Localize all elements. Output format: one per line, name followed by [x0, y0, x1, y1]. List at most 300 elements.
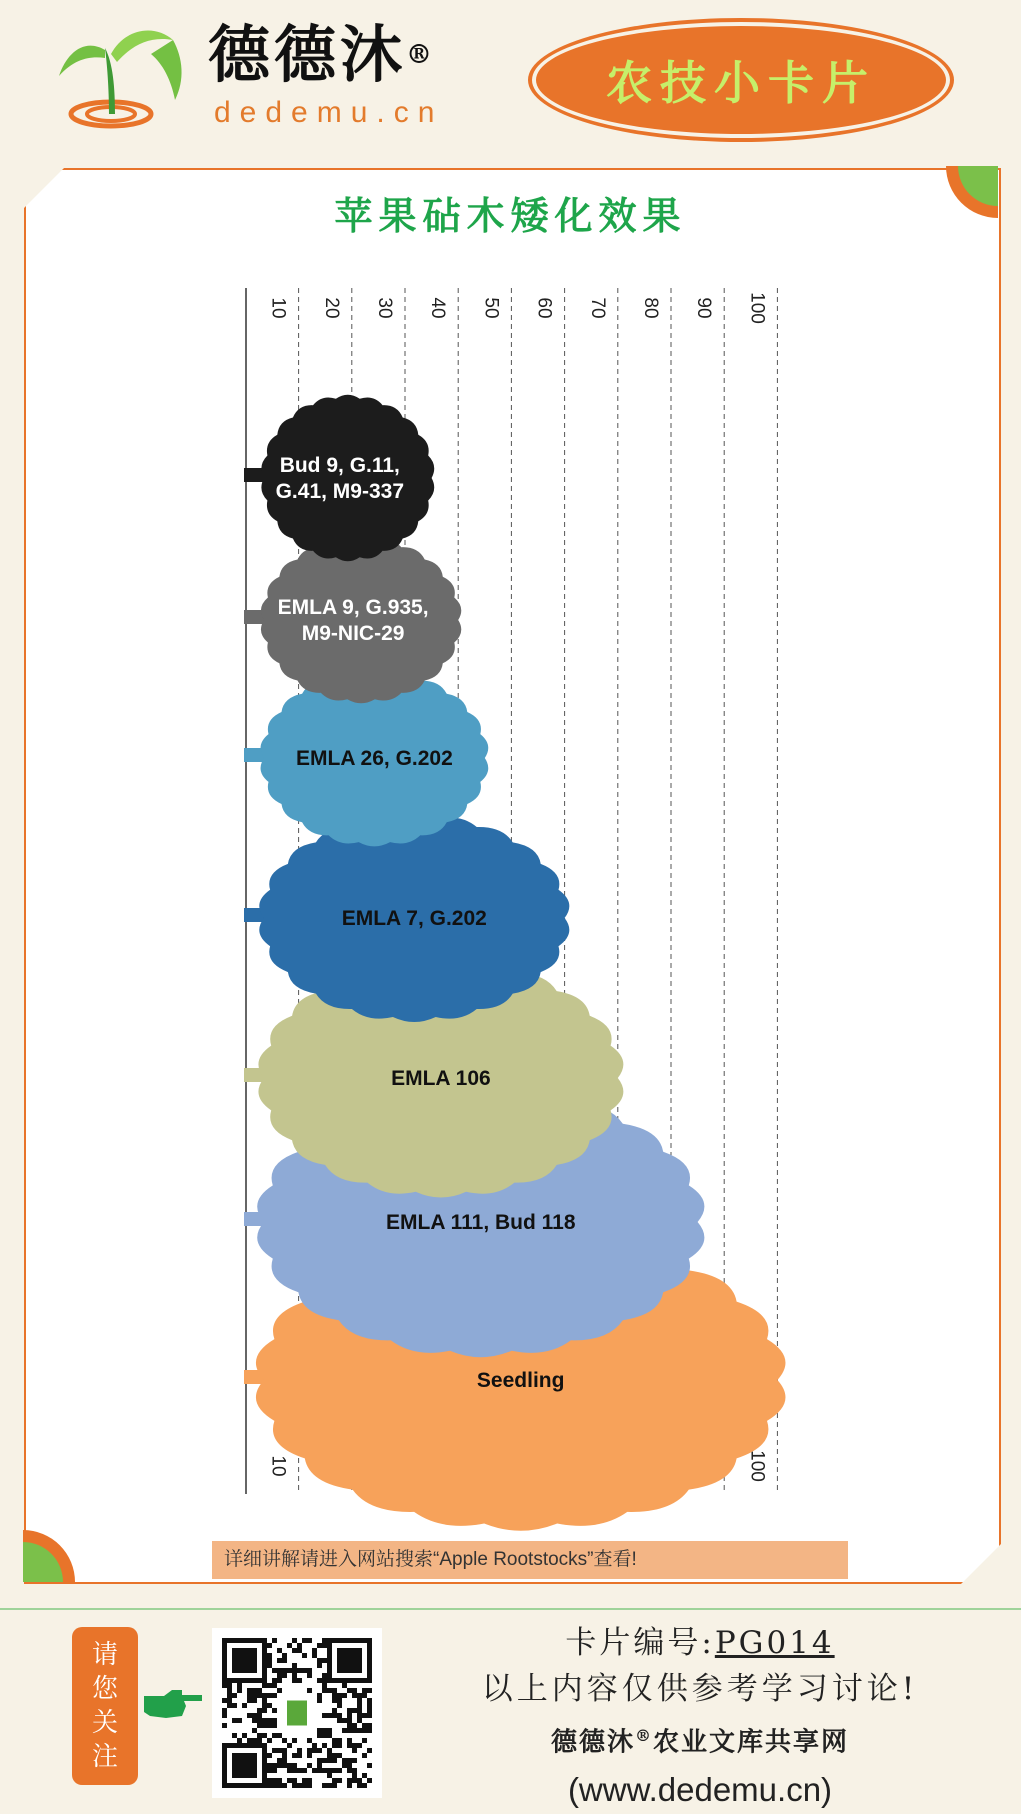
qr-module — [367, 1723, 372, 1728]
qr-module — [297, 1783, 302, 1788]
qr-module — [297, 1753, 302, 1758]
follow-char: 请 — [91, 1640, 118, 1670]
qr-module — [362, 1738, 367, 1743]
qr-module — [357, 1703, 362, 1708]
qr-module — [267, 1783, 272, 1788]
tick-label: 90 — [693, 297, 715, 319]
qr-module — [237, 1738, 242, 1743]
qr-module — [327, 1748, 332, 1753]
qr-module — [317, 1663, 322, 1668]
qr-module — [272, 1708, 277, 1713]
qr-module — [282, 1763, 287, 1768]
qr-module — [277, 1678, 282, 1683]
qr-module — [317, 1698, 322, 1703]
qr-module — [252, 1698, 257, 1703]
qr-module — [257, 1688, 262, 1693]
qr-module — [317, 1728, 322, 1733]
qr-module — [222, 1723, 227, 1728]
qr-module — [317, 1693, 322, 1698]
qr-module — [282, 1658, 287, 1663]
qr-module — [347, 1713, 352, 1718]
data-label: EMLA 111, Bud 118 — [386, 1211, 576, 1234]
qr-module — [287, 1763, 292, 1768]
qr-module — [297, 1643, 302, 1648]
qr-module — [322, 1658, 327, 1663]
qr-module — [227, 1683, 232, 1688]
qr-module — [227, 1698, 232, 1703]
qr-module — [322, 1733, 327, 1738]
qr-module — [332, 1783, 337, 1788]
qr-module — [262, 1733, 267, 1738]
qr-module — [262, 1718, 267, 1723]
qr-module — [337, 1738, 342, 1743]
qr-module — [282, 1783, 287, 1788]
qr-module — [272, 1763, 277, 1768]
qr-module — [267, 1778, 272, 1783]
qr-module — [307, 1668, 312, 1673]
qr-module — [347, 1718, 352, 1723]
qr-module — [357, 1713, 362, 1718]
qr-module — [322, 1638, 327, 1643]
qr-module — [357, 1778, 362, 1783]
data-label: EMLA 9, G.935, — [277, 596, 429, 619]
qr-module — [292, 1753, 297, 1758]
qr-module — [327, 1713, 332, 1718]
qr-finder — [337, 1648, 362, 1673]
qr-module — [272, 1678, 277, 1683]
tick-label: 10 — [267, 297, 289, 319]
qr-module — [267, 1663, 272, 1668]
qr-module — [332, 1753, 337, 1758]
qr-module — [367, 1698, 372, 1703]
qr-module — [337, 1698, 342, 1703]
qr-module — [362, 1728, 367, 1733]
qr-module — [267, 1643, 272, 1648]
qr-module — [357, 1743, 362, 1748]
qr-module — [297, 1678, 302, 1683]
qr-module — [307, 1753, 312, 1758]
qr-module — [347, 1688, 352, 1693]
qr-module — [347, 1768, 352, 1773]
qr-module — [327, 1783, 332, 1788]
qr-module — [337, 1693, 342, 1698]
qr-module — [342, 1718, 347, 1723]
qr-module — [352, 1708, 357, 1713]
qr-module — [257, 1738, 262, 1743]
qr-module — [332, 1738, 337, 1743]
qr-module — [277, 1668, 282, 1673]
qr-module — [227, 1693, 232, 1698]
qr-module — [352, 1743, 357, 1748]
data-label: G.41, M9-337 — [275, 480, 405, 503]
qr-module — [267, 1703, 272, 1708]
qr-module — [237, 1683, 242, 1688]
qr-module — [252, 1688, 257, 1693]
qr-module — [287, 1768, 292, 1773]
data-label: EMLA 106 — [391, 1067, 491, 1090]
footer-divider — [0, 1608, 1021, 1610]
qr-module — [307, 1673, 312, 1678]
qr-module — [292, 1763, 297, 1768]
qr-module — [342, 1693, 347, 1698]
qr-module — [297, 1768, 302, 1773]
qr-module — [322, 1688, 327, 1693]
qr-module — [252, 1738, 257, 1743]
qr-module — [332, 1768, 337, 1773]
library-name: 德德沐®农业文库共享网 — [550, 1726, 850, 1758]
qr-module — [267, 1653, 272, 1658]
qr-module — [282, 1753, 287, 1758]
qr-module — [252, 1728, 257, 1733]
qr-module — [277, 1763, 282, 1768]
qr-module — [307, 1688, 312, 1693]
qr-module — [272, 1748, 277, 1753]
qr-module — [362, 1783, 367, 1788]
qr-module — [322, 1728, 327, 1733]
qr-module — [362, 1723, 367, 1728]
qr-module — [267, 1753, 272, 1758]
qr-module — [337, 1713, 342, 1718]
qr-module — [282, 1668, 287, 1673]
qr-module — [317, 1768, 322, 1773]
qr-module — [267, 1683, 272, 1688]
qr-module — [272, 1723, 277, 1728]
qr-module — [337, 1778, 342, 1783]
qr-module — [352, 1778, 357, 1783]
qr-module — [327, 1768, 332, 1773]
qr-module — [302, 1668, 307, 1673]
qr-module — [257, 1708, 262, 1713]
rootstock-bar — [261, 395, 434, 561]
qr-module — [307, 1638, 312, 1643]
qr-module — [327, 1688, 332, 1693]
qr-module — [262, 1703, 267, 1708]
follow-badge — [72, 1627, 138, 1785]
qr-module — [242, 1703, 247, 1708]
qr-module — [317, 1748, 322, 1753]
qr-module — [292, 1673, 297, 1678]
qr-module — [312, 1768, 317, 1773]
qr-module — [282, 1748, 287, 1753]
qr-module — [297, 1648, 302, 1653]
qr-module — [317, 1658, 322, 1663]
qr-module — [322, 1678, 327, 1683]
qr-module — [267, 1768, 272, 1773]
qr-module — [367, 1703, 372, 1708]
tick-label: 50 — [480, 297, 502, 319]
qr-module — [332, 1778, 337, 1783]
qr-module — [367, 1763, 372, 1768]
tick-label: 30 — [374, 297, 395, 319]
qr-module — [292, 1768, 297, 1773]
data-label: EMLA 7, G.202 — [341, 907, 487, 930]
site-url[interactable]: (www.dedemu.cn) — [567, 1770, 833, 1808]
qr-module — [352, 1748, 357, 1753]
qr-module — [257, 1713, 262, 1718]
qr-module — [312, 1748, 317, 1753]
qr-module — [362, 1713, 367, 1718]
qr-module — [322, 1758, 327, 1763]
data-label: M9-NIC-29 — [301, 622, 405, 645]
qr-module — [237, 1688, 242, 1693]
qr-module — [307, 1783, 312, 1788]
qr-module — [267, 1658, 272, 1663]
qr-module — [222, 1683, 227, 1688]
qr-module — [362, 1773, 367, 1778]
qr-module — [342, 1763, 347, 1768]
qr-module — [342, 1758, 347, 1763]
qr-module — [247, 1693, 252, 1698]
qr-module — [277, 1783, 282, 1788]
qr-module — [242, 1733, 247, 1738]
qr-module — [317, 1733, 322, 1738]
qr-module — [352, 1773, 357, 1778]
qr-module — [302, 1778, 307, 1783]
qr-module — [282, 1738, 287, 1743]
qr-finder — [232, 1753, 257, 1778]
qr-module — [352, 1768, 357, 1773]
qr-module — [337, 1718, 342, 1723]
qr-module — [367, 1713, 372, 1718]
search-note: 详细讲解请进入网站搜索“Apple Rootstocks”查看! — [212, 1541, 848, 1579]
qr-module — [227, 1703, 232, 1708]
badge-label: 农技小卡片 — [606, 56, 876, 110]
tick-label: 20 — [320, 297, 342, 319]
qr-module — [322, 1713, 327, 1718]
data-label: EMLA 26, G.202 — [296, 747, 453, 770]
qr-module — [307, 1738, 312, 1743]
qr-module — [277, 1748, 282, 1753]
qr-module — [367, 1778, 372, 1783]
qr-module — [352, 1723, 357, 1728]
qr-module — [282, 1758, 287, 1763]
qr-module — [322, 1643, 327, 1648]
qr-module — [232, 1693, 237, 1698]
qr-module — [322, 1683, 327, 1688]
qr-module — [272, 1638, 277, 1643]
qr-module — [262, 1708, 267, 1713]
card-info — [410, 1620, 990, 1813]
qr-module — [367, 1688, 372, 1693]
qr-module — [352, 1758, 357, 1763]
qr-module — [257, 1693, 262, 1698]
qr-module — [362, 1753, 367, 1758]
qr-module — [312, 1653, 317, 1658]
card-number: 卡片编号:PG014 — [565, 1625, 835, 1661]
qr-module — [292, 1783, 297, 1788]
qr-module — [322, 1768, 327, 1773]
qr-module — [327, 1758, 332, 1763]
qr-module — [272, 1718, 277, 1723]
follow-char: 您 — [91, 1674, 118, 1704]
qr-module — [262, 1698, 267, 1703]
qr-logo — [287, 1701, 307, 1726]
follow-char: 注 — [91, 1742, 118, 1772]
tick-label: 60 — [533, 297, 555, 319]
qr-code[interactable] — [212, 1628, 382, 1798]
qr-module — [327, 1773, 332, 1778]
qr-module — [337, 1753, 342, 1758]
qr-module — [277, 1733, 282, 1738]
qr-module — [337, 1703, 342, 1708]
qr-module — [347, 1758, 352, 1763]
qr-module — [252, 1713, 257, 1718]
qr-module — [292, 1668, 297, 1673]
qr-module — [307, 1763, 312, 1768]
qr-module — [302, 1768, 307, 1773]
qr-module — [277, 1648, 282, 1653]
tick-label: 10 — [267, 1455, 289, 1477]
qr-module — [267, 1738, 272, 1743]
qr-module — [357, 1718, 362, 1723]
qr-module — [272, 1693, 277, 1698]
qr-module — [257, 1723, 262, 1728]
qr-module — [357, 1698, 362, 1703]
tick-label: 40 — [427, 297, 449, 319]
qr-module — [332, 1698, 337, 1703]
qr-module — [317, 1758, 322, 1763]
qr-module — [282, 1673, 287, 1678]
qr-module — [277, 1658, 282, 1663]
qr-module — [247, 1738, 252, 1743]
qr-module — [277, 1688, 282, 1693]
tick-label: 100 — [746, 1450, 768, 1482]
qr-module — [332, 1713, 337, 1718]
qr-module — [272, 1768, 277, 1773]
qr-module — [292, 1778, 297, 1783]
qr-module — [342, 1728, 347, 1733]
qr-module — [347, 1738, 352, 1743]
qr-module — [287, 1743, 292, 1748]
qr-module — [357, 1693, 362, 1698]
rootstock-bar — [261, 537, 461, 703]
qr-finder — [232, 1648, 257, 1673]
qr-module — [307, 1778, 312, 1783]
qr-module — [352, 1688, 357, 1693]
data-label: Bud 9, G.11, — [279, 454, 400, 477]
qr-module — [322, 1743, 327, 1748]
qr-module — [232, 1703, 237, 1708]
qr-module — [367, 1728, 372, 1733]
qr-module — [312, 1648, 317, 1653]
pointing-hand-icon — [142, 1686, 204, 1722]
qr-module — [332, 1758, 337, 1763]
qr-module — [322, 1783, 327, 1788]
qr-module — [327, 1728, 332, 1733]
qr-module — [222, 1698, 227, 1703]
qr-module — [257, 1733, 262, 1738]
qr-module — [347, 1743, 352, 1748]
qr-module — [302, 1653, 307, 1658]
qr-module — [357, 1728, 362, 1733]
disclaimer-text: 以上内容仅供参考学习讨论! — [481, 1671, 919, 1707]
qr-module — [272, 1778, 277, 1783]
qr-module — [307, 1748, 312, 1753]
qr-module — [287, 1778, 292, 1783]
qr-module — [247, 1698, 252, 1703]
qr-module — [322, 1673, 327, 1678]
qr-module — [357, 1708, 362, 1713]
tick-label: 100 — [746, 292, 768, 324]
qr-module — [347, 1708, 352, 1713]
qr-module — [287, 1643, 292, 1648]
qr-module — [272, 1683, 277, 1688]
qr-module — [272, 1668, 277, 1673]
qr-module — [232, 1733, 237, 1738]
qr-module — [247, 1688, 252, 1693]
qr-module — [287, 1668, 292, 1673]
qr-module — [347, 1783, 352, 1788]
qr-module — [332, 1693, 337, 1698]
tick-label: 70 — [586, 297, 608, 319]
qr-module — [257, 1718, 262, 1723]
data-label: Seedling — [476, 1369, 565, 1392]
qr-module — [247, 1713, 252, 1718]
qr-module — [232, 1718, 237, 1723]
qr-module — [272, 1783, 277, 1788]
qr-module — [332, 1743, 337, 1748]
qr-module — [347, 1723, 352, 1728]
qr-module — [317, 1643, 322, 1648]
qr-module — [252, 1693, 257, 1698]
qr-module — [292, 1638, 297, 1643]
qr-module — [357, 1783, 362, 1788]
tick-label: 80 — [640, 297, 661, 319]
qr-module — [267, 1718, 272, 1723]
qr-module — [312, 1743, 317, 1748]
qr-module — [227, 1688, 232, 1693]
follow-char: 关 — [91, 1708, 118, 1738]
qr-module — [272, 1733, 277, 1738]
qr-module — [222, 1708, 227, 1713]
qr-module — [347, 1763, 352, 1768]
qr-module — [317, 1763, 322, 1768]
qr-module — [292, 1663, 297, 1668]
qr-module — [352, 1728, 357, 1733]
qr-module — [292, 1678, 297, 1683]
qr-module — [352, 1693, 357, 1698]
qr-module — [367, 1748, 372, 1753]
qr-module — [347, 1728, 352, 1733]
qr-module — [302, 1638, 307, 1643]
qr-module — [297, 1748, 302, 1753]
qr-module — [362, 1693, 367, 1698]
qr-module — [347, 1778, 352, 1783]
qr-module — [277, 1673, 282, 1678]
chart-title: 苹果砧木矮化效果 — [334, 193, 687, 238]
qr-module — [327, 1733, 332, 1738]
qr-module — [327, 1753, 332, 1758]
qr-module — [337, 1743, 342, 1748]
qr-module — [317, 1678, 322, 1683]
qr-module — [367, 1708, 372, 1713]
qr-module — [342, 1683, 347, 1688]
qr-module — [292, 1648, 297, 1653]
qr-module — [267, 1693, 272, 1698]
qr-module — [337, 1768, 342, 1773]
qr-module — [282, 1653, 287, 1658]
qr-module — [332, 1708, 337, 1713]
qr-module — [262, 1683, 267, 1688]
qr-module — [302, 1783, 307, 1788]
qr-module — [262, 1693, 267, 1698]
qr-module — [222, 1713, 227, 1718]
qr-module — [277, 1778, 282, 1783]
qr-module — [237, 1718, 242, 1723]
qr-module — [362, 1688, 367, 1693]
qr-module — [332, 1688, 337, 1693]
qr-module — [267, 1763, 272, 1768]
